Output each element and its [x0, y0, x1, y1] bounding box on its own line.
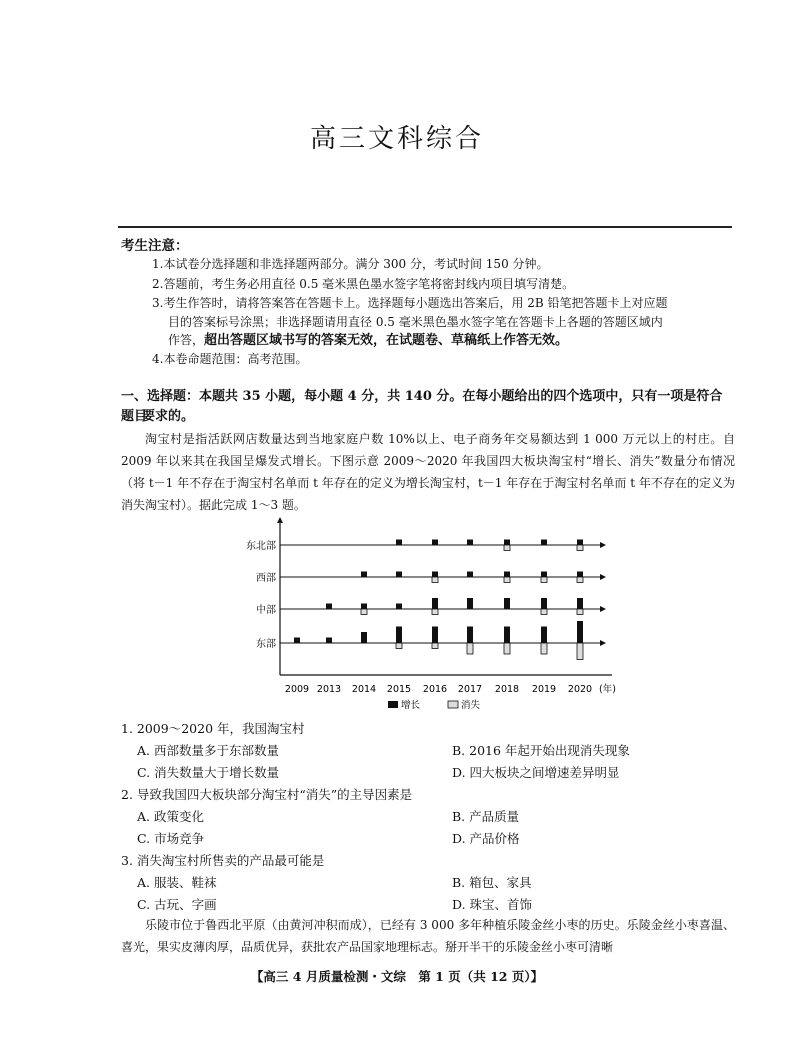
bar-growth	[504, 572, 510, 578]
passage-leling: 乐陵市位于鲁西北平原（由黄河冲积而成），已经有 3 000 多年种植乐陵金丝小枣的历史。乐陵金丝小枣喜温、喜光，果实皮薄肉厚，品质优异，获批农产品国家地理标志。掰开半干的乐陵金丝小枣可清晰	[121, 918, 735, 954]
bar-growth	[467, 598, 473, 609]
x-tick-label: 2019	[531, 684, 557, 695]
bar-decline	[577, 609, 583, 615]
page-title: 高三文科综合	[309, 124, 484, 154]
bar-growth	[326, 604, 332, 610]
bar-growth	[577, 621, 583, 643]
bar-decline	[432, 609, 438, 615]
row-arrow	[600, 542, 606, 548]
notice-warning: 超出答题区域书写的答案无效，在试题卷、草稿纸上作答无效。	[204, 333, 569, 348]
bar-decline	[504, 577, 510, 583]
x-tick-label: 2017	[457, 684, 483, 695]
x-tick-label: 2015	[386, 684, 412, 695]
bar-growth	[467, 540, 473, 546]
notice-text: 作答，	[168, 333, 205, 347]
legend-decline-swatch	[448, 701, 458, 708]
row-label: 东北部	[246, 541, 276, 552]
x-tick-label: 2018	[494, 684, 520, 695]
question-3-option-a: A. 服装、鞋袜	[137, 875, 217, 890]
bar-decline	[541, 643, 547, 654]
bar-growth	[467, 572, 473, 578]
bar-growth	[541, 572, 547, 578]
bar-growth	[361, 572, 367, 578]
bar-growth	[577, 572, 583, 578]
bar-growth	[541, 540, 547, 546]
bar-growth	[361, 632, 367, 643]
bar-decline	[504, 545, 510, 551]
bar-growth	[432, 572, 438, 578]
notice-item: 1.本试卷分选择题和非选择题两部分。满分 300 分，考试时间 150 分钟。	[152, 257, 549, 271]
bar-growth	[541, 627, 547, 644]
page-footer: 【高三 4 月质量检测・文综 第 1 页（共 12 页）】	[250, 969, 544, 984]
bar-decline	[541, 577, 547, 583]
x-tick-label: 2014	[351, 684, 377, 695]
bar-growth	[577, 540, 583, 546]
y-axis-arrow	[277, 517, 283, 523]
bar-decline	[432, 577, 438, 583]
bar-decline	[467, 643, 473, 654]
bar-growth	[432, 598, 438, 609]
bar-growth	[326, 638, 332, 644]
legend-growth-swatch	[388, 701, 398, 708]
question-1-option-d: D. 四大板块之间增速差异明显	[452, 765, 620, 780]
row-arrow	[600, 640, 606, 646]
bar-growth	[577, 598, 583, 609]
section-heading-cont: 要求的。	[142, 409, 195, 424]
question-3-stem: 3. 消失淘宝村所售卖的产品最可能是	[121, 853, 325, 868]
row-label: 东部	[256, 639, 276, 650]
bar-growth	[541, 598, 547, 609]
notice-item-line	[168, 330, 733, 351]
x-tick-label: 2013	[316, 684, 342, 695]
bar-growth	[504, 540, 510, 546]
bar-growth	[467, 627, 473, 644]
header-divider	[118, 226, 732, 228]
legend-decline-label: 消失	[461, 700, 481, 711]
question-2-stem: 2. 导致我国四大板块部分淘宝村“消失”的主导因素是	[121, 787, 413, 802]
notice-item: 2.答题前，考生务必用直径 0.5 毫米黑色墨水签字笔将密封线内项目填写清楚。	[152, 277, 575, 291]
bar-decline	[577, 545, 583, 551]
x-unit-label: (年)	[599, 684, 616, 695]
row-arrow	[600, 574, 606, 580]
bar-growth	[396, 540, 402, 546]
question-2-option-b: B. 产品质量	[452, 809, 520, 824]
bar-growth	[396, 604, 402, 610]
bar-decline	[577, 577, 583, 583]
notice-item: 3.考生作答时，请将答案答在答题卡上。选择题每小题选出答案后，用 2B 铅笔把答题卡上对应题	[152, 296, 668, 310]
bar-growth	[504, 627, 510, 644]
bar-decline	[432, 643, 438, 649]
taobao-village-chart	[230, 515, 630, 715]
bar-growth	[504, 598, 510, 609]
bar-decline	[396, 643, 402, 649]
bar-growth	[396, 627, 402, 644]
question-2-option-a: A. 政策变化	[137, 809, 204, 824]
question-1-option-a: A. 西部数量多于东部数量	[137, 743, 279, 758]
bar-growth	[432, 627, 438, 644]
notice-item: 目的答案标号涂黑；非选择题请用直径 0.5 毫米黑色墨水签字笔在答题卡上各题的答题区域内	[168, 315, 663, 329]
bar-growth	[432, 540, 438, 546]
question-3-option-b: B. 箱包、家具	[452, 875, 532, 890]
question-1-stem: 1. 2009～2020 年，我国淘宝村	[121, 721, 305, 736]
row-label: 中部	[256, 605, 276, 616]
section-heading: 一、选择题：本题共 35 小题，每小题 4 分，共 140 分。在每小题给出的四个选项中，只有一项是符合题目	[121, 389, 723, 424]
x-tick-label: 2009	[284, 684, 310, 695]
bar-growth	[396, 572, 402, 578]
bar-decline	[504, 643, 510, 654]
row-arrow	[600, 606, 606, 612]
bar-decline	[541, 609, 547, 615]
question-1-option-b: B. 2016 年起开始出现消失现象	[452, 743, 630, 758]
question-2-option-d: D. 产品价格	[452, 831, 520, 846]
passage-taobao: 淘宝村是指活跃网店数量达到当地家庭户数 10%以上、电子商务年交易额达到 1 000 万元以上的村庄。自 2009 年以来其在我国呈爆发式增长。下图示意 2009～2020 年我国四大板块淘宝村“增长、消失”数量分布情况（将 t－1 年不存在于淘宝村名单而 t 年存在的定义为增长淘宝村，t－1 年存在于淘宝村名单而 t 年不存在的定义为消失淘宝村）。据此完成 1～3 题。	[121, 432, 735, 512]
notice-item: 4.本卷命题范围：高考范围。	[152, 352, 308, 366]
question-3-option-c: C. 古玩、字画	[137, 897, 217, 912]
legend-growth-label: 增长	[401, 700, 421, 711]
x-tick-label: 2020	[567, 684, 593, 695]
bar-growth	[361, 604, 367, 610]
bar-growth	[294, 638, 300, 644]
bar-decline	[577, 643, 583, 660]
row-label: 西部	[256, 573, 276, 584]
question-3-option-d: D. 珠宝、首饰	[452, 897, 533, 912]
question-1-option-c: C. 消失数量大于增长数量	[137, 765, 280, 780]
notice-heading: 考生注意：	[121, 238, 189, 254]
x-tick-label: 2016	[422, 684, 448, 695]
bar-decline	[361, 609, 367, 615]
question-2-option-c: C. 市场竞争	[137, 831, 205, 846]
